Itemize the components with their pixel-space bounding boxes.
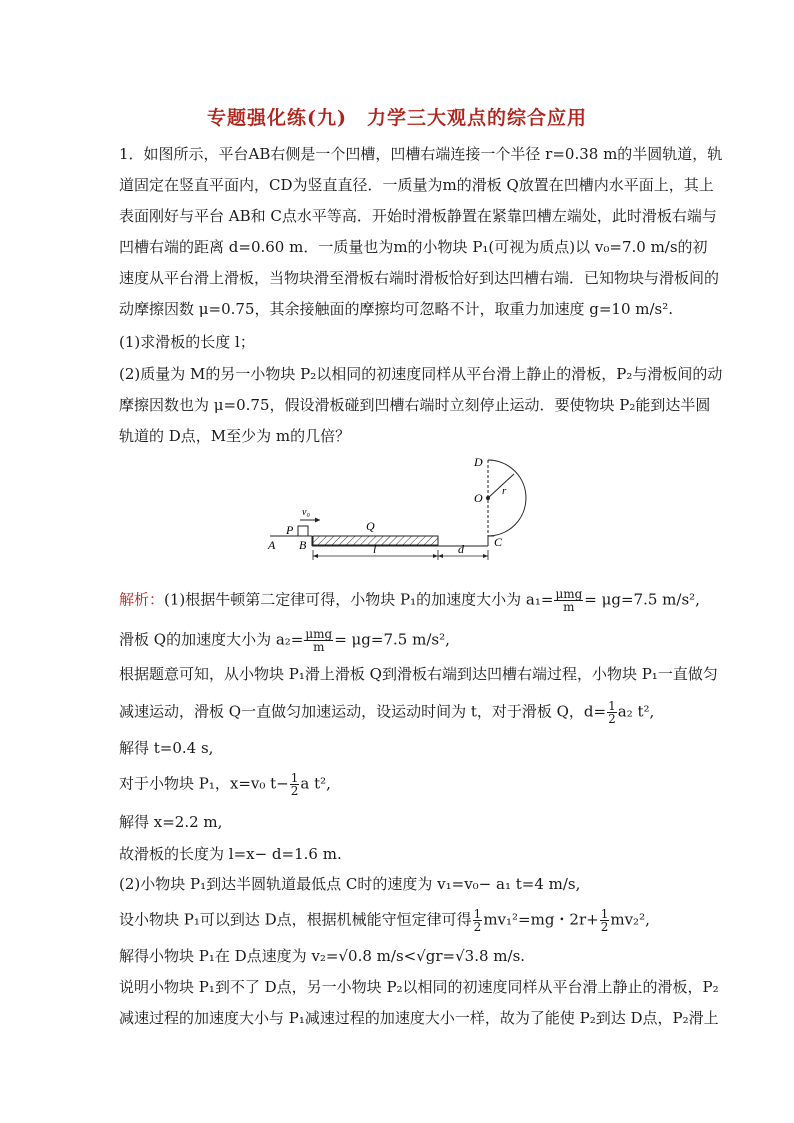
label-o: O — [474, 491, 483, 505]
solution-line-4 — [119, 700, 654, 725]
fraction: $\frac{1}{2}$ — [473, 907, 482, 934]
question-2-line-1: (2)质量为 M的另一小物块 P₂以相同的初速度同样从平台滑上静止的滑板，P₂与滑板间的动 — [119, 365, 723, 383]
fraction: $\frac{1}{2}$ — [600, 907, 609, 934]
solution-text: a₂ t², — [617, 702, 655, 721]
solution-line-11: 解得小物块 P₁在 D点速度为 v₂=√0.8 m/s<√gr=√3.8 m/s. — [119, 947, 526, 965]
semicircle-track — [488, 460, 526, 536]
solution-line-2 — [119, 628, 450, 653]
solution-text: 滑板 Q的加速度大小为 a₂= — [119, 630, 304, 649]
question-1: (1)求滑板的长度 l； — [119, 333, 255, 351]
solution-line-10 — [119, 908, 650, 933]
solution-text: = μg=7.5 m/s², — [334, 630, 450, 649]
problem-line-5: 速度从平台滑上滑板，当物块滑至滑板右端时滑板恰好到达凹槽右端．已知物块与滑板间的 — [119, 269, 720, 287]
radius-line — [488, 474, 514, 498]
label-v0: v₀ — [302, 507, 310, 518]
label-l: l — [373, 542, 377, 556]
label-p: P — [286, 523, 294, 537]
solution-line-8: 故滑板的长度为 l=x− d=1.6 m. — [119, 845, 342, 863]
label-c: C — [494, 535, 503, 549]
solution-text: a t², — [300, 774, 331, 793]
label-d: d — [458, 542, 464, 556]
problem-line-6: 动摩擦因数 μ=0.75，其余接触面的摩擦均可忽略不计，取重力加速度 g=10 m/s². — [119, 300, 674, 318]
solution-line-12: 说明小物块 P₁到不了 D点，另一小物块 P₂以相同的初速度同样从平台滑上静止的滑板，P₂ — [119, 978, 719, 996]
solution-text: 对于小物块 P₁，x=v₀ t− — [119, 774, 289, 793]
solution-line-1 — [119, 588, 700, 613]
solution-line-5: 解得 t=0.4 s, — [119, 739, 214, 757]
physics-diagram — [262, 452, 507, 562]
solution-text: mv₁²=mg・2r+ — [483, 910, 599, 929]
label-q: Q — [366, 519, 375, 533]
fraction: $\frac{\text{μmg}}{m}$ — [305, 627, 333, 654]
solution-text: (1)根据牛顿第二定律可得，小物块 P₁的加速度大小为 a₁= — [164, 590, 554, 609]
question-2-line-2: 摩擦因数也为 μ=0.75，假设滑板碰到凹槽右端时立刻停止运动．要使物块 P₂能到达半圆 — [119, 396, 711, 414]
solution-label: 解析： — [119, 590, 165, 609]
fraction: $\frac{1}{2}$ — [290, 771, 299, 798]
solution-text: = μg=7.5 m/s², — [584, 590, 700, 609]
question-2-line-3: 轨道的 D点，M至少为 m的几倍？ — [119, 427, 351, 445]
problem-line-3: 表面刚好与平台 AB和 C点水平等高．开始时滑板静置在紧靠凹槽左端处，此时滑板右端与 — [119, 207, 717, 225]
problem-line-1: 1．如图所示，平台AB右侧是一个凹槽，凹槽右端连接一个半径 r=0.38 m的半圆轨道，轨 — [119, 145, 723, 163]
solution-line-9: (2)小物块 P₁到达半圆轨道最低点 C时的速度为 v₁=v₀− a₁ t=4 m/s, — [119, 875, 581, 893]
block-p — [298, 526, 308, 536]
solution-line-3: 根据题意可知，从小物块 P₁滑上滑板 Q到滑板右端到达凹槽右端过程，小物块 P₁一直做匀 — [119, 665, 718, 683]
solution-text: 减速运动，滑板 Q一直做匀加速运动，设运动时间为 t，对于滑板 Q，d= — [119, 702, 607, 721]
label-r: r — [502, 485, 507, 497]
solution-text: mv₂², — [610, 910, 650, 929]
fraction: $\frac{\text{μmg}}{m}$ — [555, 587, 583, 614]
label-b: B — [299, 538, 307, 552]
solution-line-13: 减速过程的加速度大小与 P₁减速过程的加速度大小一样，故为了能使 P₂到达 D点，P₂滑上 — [119, 1009, 719, 1027]
solution-text: 设小物块 P₁可以到达 D点，根据机械能守恒定律可得 — [119, 910, 472, 929]
page-title: 专题强化练(九) 力学三大观点的综合应用 — [207, 107, 587, 129]
solution-line-6 — [119, 772, 331, 797]
label-d-top: D — [474, 455, 483, 469]
solution-line-7: 解得 x=2.2 m, — [119, 813, 223, 831]
fraction: $\frac{1}{2}$ — [608, 699, 616, 726]
problem-line-2: 道固定在竖直平面内，CD为竖直直径．一质量为m的滑板 Q放置在凹槽内水平面上，其上 — [119, 176, 714, 194]
label-a: A — [268, 538, 276, 552]
problem-line-4: 凹槽右端的距离 d=0.60 m．一质量也为m的小物块 P₁(可视为质点)以 v₀=7.0 m/s的初 — [119, 238, 708, 256]
